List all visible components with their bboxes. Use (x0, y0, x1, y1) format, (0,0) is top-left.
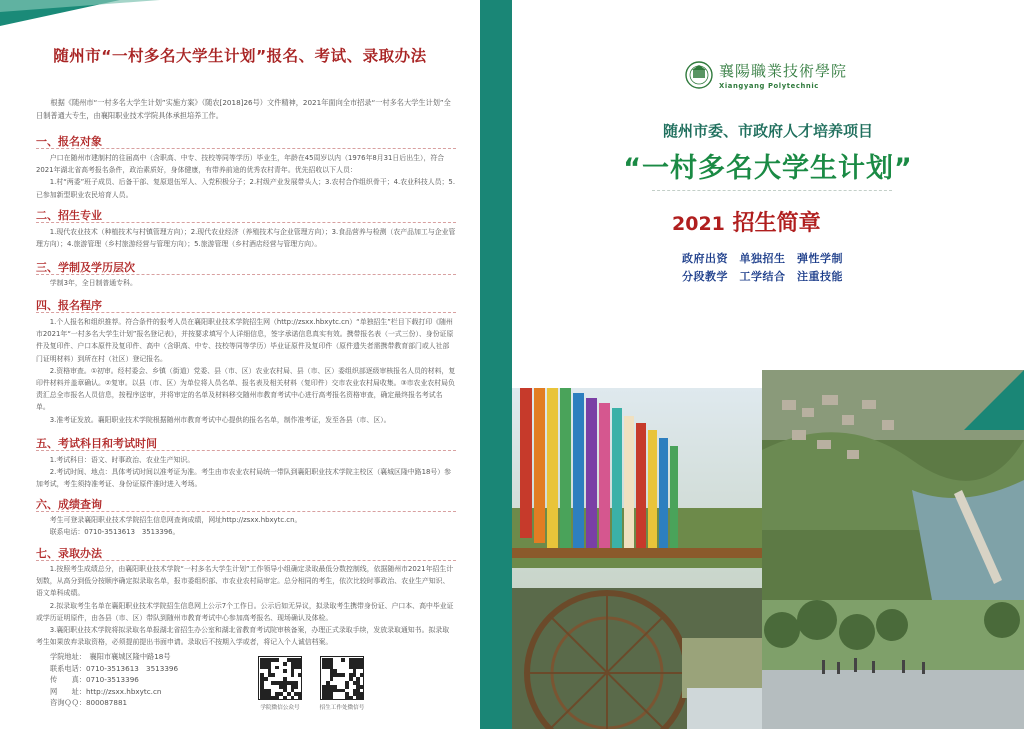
section-body-exam (36, 454, 456, 491)
program-title: “一村多名大学生计划” (623, 153, 913, 184)
section-body-procedure (36, 316, 456, 426)
section-divider (36, 511, 456, 512)
section-paragraph: 户口在随州市建制村的往届高中（含职高、中专、技校等同等学历）毕业生，年龄在45周岁以内（1976年8月31日后出生），符合2021年湖北省高考报名条件，政治素质好，身体健康，有带养前途的优秀农村青年。优先招收以下人员： (36, 154, 445, 175)
section-heading-exam: 五、考试科目和考试时间 (36, 437, 157, 450)
qr-module (275, 658, 279, 662)
qr-label-admissions: 招生工作处微信号 (319, 705, 365, 711)
qr-module (298, 696, 302, 700)
qr-module (360, 696, 364, 700)
section-body-scores (36, 514, 456, 538)
qr-label-wechat: 学院微信公众号 (260, 705, 300, 711)
section-heading-applicants: 一、报名对象 (36, 135, 102, 148)
slogan-line-1: 政府出资 单独招生 弹性学制 (682, 252, 843, 265)
section-paragraph: 1.个人报名和组织推荐。符合条件的报考人员在襄阳职业技术学院招生网（http://zsxx.hbxytc.cn）“单独招生”栏目下载打印《随州市2021年“一村多名大学生计划”报名登记表》，并按要求填写个人详细信息，签字承诺信息真实有效。携带报名表（一式三份）、身份证原件及复印件、户口本原件及复印件、高中（含职高、中专、技校等同等学历）毕业证原件及复印件（原件遗失者需携带教育部门或人社部门证明材料）到所在村（社区）登记报名。 (36, 318, 454, 363)
section-paragraph: 1.按照考生成绩总分，由襄阳职业技术学院“一村多名大学生计划”工作领导小组确定录取最低分数控制线，依据随州市2021年招生计划数，从高分到低分按顺序确定拟录取名单，报市委组织部、市农业农村局审定。总分相同的考生，依次比较时事政治、农业生产知识、语文单科成绩。 (36, 565, 454, 598)
center-fold-strip (480, 0, 512, 729)
section-body-duration (36, 277, 456, 289)
section-paragraph: 2.拟录取考生名单在襄阳职业技术学院招生信息网上公示7个工作日。公示后如无异议，拟录取考生携带身份证、户口本、高中毕业证或学历证明原件，由各县（市、区）带队到随州市教育考试中心参加高考报名、现场确认及体检。 (36, 601, 454, 622)
qr-module (264, 677, 268, 681)
qr-module (360, 673, 364, 677)
section-paragraph: 联系电话：0710-3513613 3513396。 (49, 528, 180, 537)
qr-module (341, 673, 345, 677)
teal-accent-triangle (964, 370, 1024, 430)
section-body-admission (36, 563, 456, 648)
qr-module (294, 685, 298, 689)
section-divider (36, 560, 456, 561)
section-body-majors (36, 226, 456, 250)
brochure-heading: 招生简章 (732, 211, 821, 236)
qr-code-admissions (320, 656, 364, 700)
qr-module (283, 696, 287, 700)
qr-module (360, 666, 364, 670)
section-divider (36, 274, 456, 275)
qr-module (283, 669, 287, 673)
cover-page (512, 0, 1024, 729)
section-paragraph: 1.现代农业技术（种植技术与村镇管理方向）；2.现代农业经济（养殖技术与企业管理方向）；3.食品营养与检测（农产品加工与企业管理方向）；4.旅游管理（乡村旅游经营与管理方向）；5.旅游管理（乡村酒店经营与管理方向）。 (36, 228, 456, 249)
qr-module (291, 673, 295, 677)
section-paragraph: 3.襄阳职业技术学院将拟录取名单报湖北省招生办公室和湖北省教育考试院审核备案，办理正式录取手续，发放录取通知书。拟录取考生如果放弃录取资格，必须提前提出书面申请。录取后不按期入学或者，将记入个人诚信档案。 (36, 626, 450, 647)
qr-module (271, 673, 275, 677)
slogan-line-2: 分段教学 工学结合 注重技能 (682, 270, 843, 283)
photo-fabric-and-waterwheel (512, 388, 762, 729)
qr-module (349, 696, 353, 700)
qr-module (330, 677, 334, 681)
title-divider (652, 190, 892, 191)
section-heading-duration: 三、学制及学历层次 (36, 261, 135, 274)
college-name-en: Xiangyang Polytechnic (719, 82, 819, 90)
intro-paragraph: 根据《随州市“一村多名大学生计划”实施方案》（随农[2018]26号）文件精神，2021年面向全市招录“一村多名大学生计划”全日制普通大专生，由襄阳职业技术学院具体承担培养工作。 (36, 98, 451, 120)
section-heading-majors: 二、招生专业 (36, 209, 102, 222)
section-paragraph: 考生可登录襄阳职业技术学院招生信息网查询成绩，网址http://zsxx.hbxytc.cn。 (49, 516, 302, 524)
qr-module (283, 662, 287, 666)
contact-info: 学院地址： 襄阳市襄城区隆中路18号 联系电话：0710-3513613 3513396 传 真：0710-3513396 网 址：http://zsxx.hbxytc.cn 咨询ＱＱ：800087881 (50, 652, 179, 708)
college-emblem-icon (683, 60, 715, 90)
section-divider (36, 148, 456, 149)
section-paragraph: 1.考试科目：语文、时事政治、农业生产知识。 (49, 456, 195, 464)
section-heading-admission: 七、录取办法 (36, 547, 102, 560)
college-name-cn: 襄陽職業技術學院 (719, 62, 848, 80)
brochure-title (672, 206, 821, 237)
project-subtitle: 随州市委、市政府人才培养项目 (662, 122, 873, 140)
page-title: 随州市“一村多名大学生计划”报名、考试、录取办法 (53, 47, 427, 65)
qr-module (275, 666, 279, 670)
section-paragraph: 2.考试时间、地点：具体考试时间以准考证为准。考生由市农业农村局统一带队到襄阳职业技术学院主校区（襄城区隆中路18号）参加考试，考生须持准考证、身份证原件准时进入考场。 (36, 468, 452, 489)
section-divider (36, 312, 456, 313)
qr-code-wechat (258, 656, 302, 700)
section-divider (36, 450, 456, 451)
section-heading-procedure: 四、报名程序 (36, 299, 102, 312)
admission-rules-page (0, 0, 480, 729)
section-body-applicants (36, 152, 456, 201)
section-paragraph: 学制3年，全日制普通专科。 (49, 279, 137, 287)
qr-module (298, 666, 302, 670)
section-paragraph: 2.资格审查。①初审。经村委会、乡镇（街道）党委、县（市、区）农业农村局、县（市、区）委组织部逐级审核报名人员的材料，复印件材料并盖章确认。②复审。以县（市、区）为单位将人员名单、报名表及相关材料（复印件）交市农业农村局收集。③市农业农村局负责汇总全市报名人员信息，按程序送审，并将审定的名单及材料移交随州市教育考试中心进行高考报名资格审查，确定最终报名考试名单。 (36, 366, 456, 412)
qr-module (298, 673, 302, 677)
section-divider (36, 222, 456, 223)
qr-module (291, 696, 295, 700)
campus-photo-collage (512, 370, 1024, 729)
qr-module (330, 696, 334, 700)
section-paragraph: 1.村“两委”班子成员、后备干部、复原退伍军人、入党积极分子；2.村级产业发展带头人；3.农村合作组织骨干；4.农业科技人员；5.已参加新型职业农民培育人员。 (36, 178, 456, 199)
qr-module (345, 685, 349, 689)
brochure-year: 2021 (672, 213, 725, 235)
qr-module (360, 685, 364, 689)
qr-module (275, 696, 279, 700)
corner-decoration-light (0, 0, 160, 12)
section-heading-scores: 六、成绩查询 (36, 498, 102, 511)
section-paragraph: 3.准考证发放。襄阳职业技术学院根据随州市教育考试中心提供的报名名单，制作准考证，发至各县（市、区）。 (49, 415, 391, 424)
qr-module (341, 658, 345, 662)
